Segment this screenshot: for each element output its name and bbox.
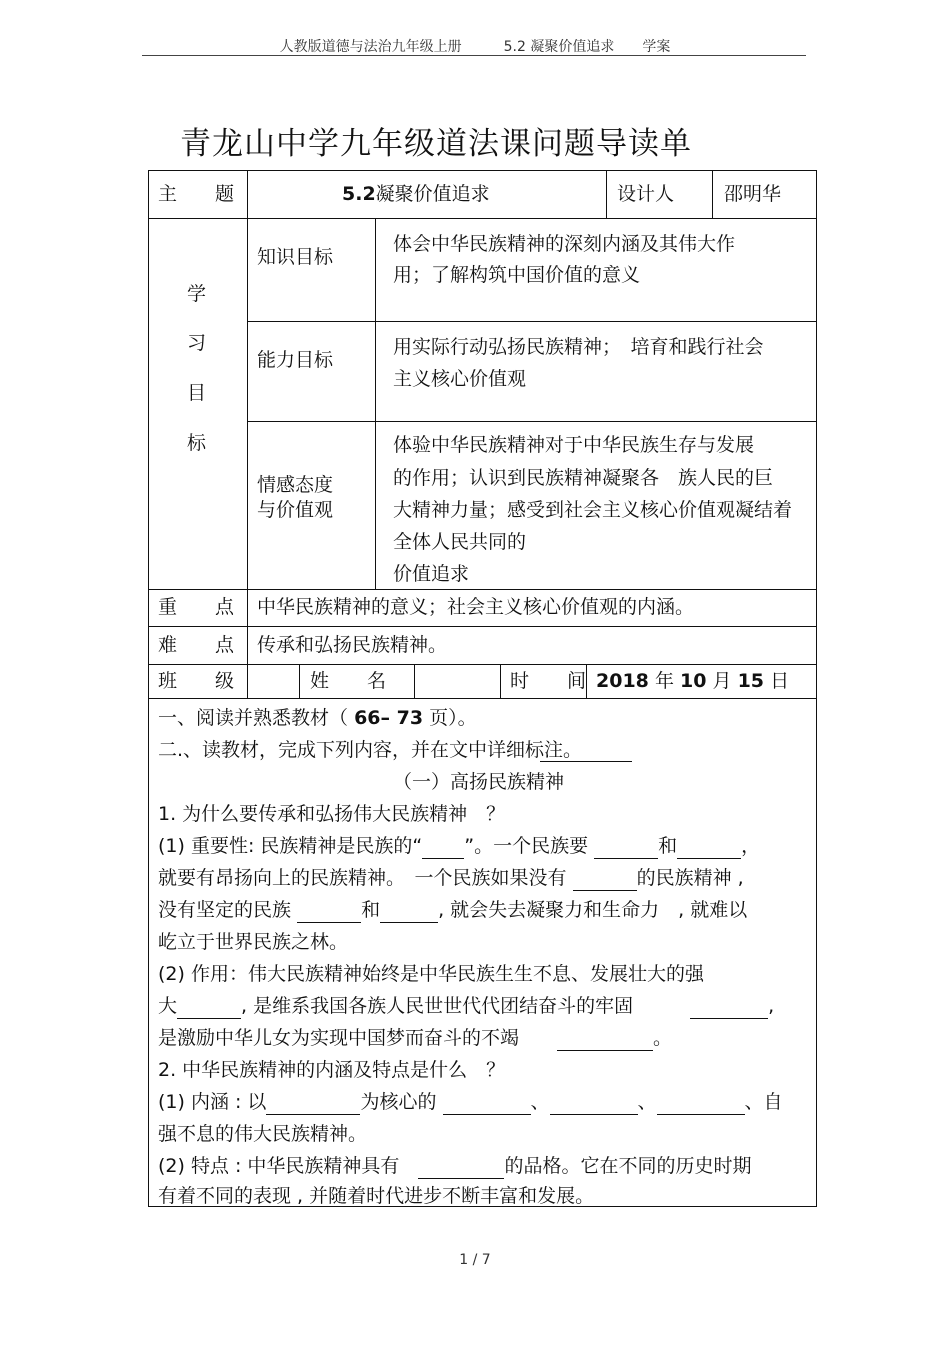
running-header bbox=[0, 36, 950, 56]
goals-label-1: 学 bbox=[187, 283, 207, 305]
attitude-goal-label-2: 与价值观 bbox=[257, 499, 334, 521]
q1-function-line-1: (2) 作用：伟大民族精神始终是中华民族生生不息、发展壮大的强 bbox=[158, 963, 704, 985]
q2-feature-line-1 bbox=[158, 1153, 751, 1179]
ability-goal-label: 能力目标 bbox=[257, 349, 334, 371]
designer-value: 邵明华 bbox=[724, 183, 782, 205]
date-day: 15 bbox=[737, 670, 765, 692]
attitude-goal-line-2: 的作用；认识到民族精神凝聚各 族人民的巨 bbox=[393, 467, 774, 489]
step-2-underline bbox=[540, 761, 632, 762]
date-day-unit: 日 bbox=[770, 670, 790, 692]
step-2 bbox=[158, 737, 582, 763]
q1-importance-line-4: 屹立于世界民族之林。 bbox=[158, 931, 349, 953]
name-label: 姓 名 bbox=[310, 670, 387, 692]
blank[interactable] bbox=[297, 903, 361, 923]
attitude-goal-line-1: 体验中华民族精神对于中华民族生存与发展 bbox=[393, 434, 755, 456]
q1-importance-text-f: 的民族精神 , bbox=[636, 867, 744, 889]
date-year-unit: 年 bbox=[654, 670, 674, 692]
blank[interactable] bbox=[594, 839, 658, 859]
date-value bbox=[596, 668, 789, 694]
date-year: 2018 bbox=[596, 670, 649, 692]
difficulty-value: 传承和弘扬民族精神。 bbox=[257, 634, 448, 656]
q2-connotation-line-2: 强不息的伟大民族精神。 bbox=[158, 1123, 368, 1145]
q1-function-text-c: , bbox=[768, 995, 775, 1017]
ability-goal-line-1: 用实际行动弘扬民族精神； 培育和践行社会 bbox=[393, 336, 764, 358]
q1-importance-line-3 bbox=[158, 897, 747, 923]
goals-label-3: 目 bbox=[187, 382, 207, 404]
step-1 bbox=[158, 705, 477, 731]
header-book: 人教版道德与法治九年级上册 bbox=[279, 39, 462, 55]
topic-value bbox=[342, 181, 490, 207]
blank[interactable] bbox=[266, 1095, 360, 1115]
section-title: （一）高扬民族精神 bbox=[393, 771, 565, 793]
knowledge-goal-label: 知识目标 bbox=[257, 246, 334, 268]
knowledge-goal-line-1: 体会中华民族精神的深刻内涵及其伟大作 bbox=[393, 233, 736, 255]
attitude-goal-label-1: 情感态度 bbox=[257, 474, 334, 496]
goals-label-4: 标 bbox=[187, 432, 207, 454]
attitude-goal-line-3: 大精神力量；感受到社会主义核心价值观凝结着 bbox=[393, 499, 793, 521]
q2-connotation-text-b: 为核心的 bbox=[360, 1091, 437, 1113]
q1-importance-text-g: 没有坚定的民族 bbox=[158, 899, 292, 921]
step-2-text: 二.、读教材，完成下列内容，并在文中详细标注。 bbox=[158, 739, 583, 761]
q2-connotation-text-e: 、自 bbox=[744, 1091, 783, 1113]
difficulty-label: 难 点 bbox=[158, 634, 235, 656]
q1-function-text-a: 大 bbox=[158, 995, 178, 1017]
blank[interactable] bbox=[573, 871, 637, 891]
topic-number: 5.2 bbox=[342, 183, 376, 205]
goals-label-2: 习 bbox=[187, 332, 207, 354]
q2-feature-text-b: 的品格。它在不同的历史时期 bbox=[504, 1155, 752, 1177]
blank[interactable] bbox=[690, 999, 768, 1019]
header-lesson: 5.2 凝聚价值追求 bbox=[503, 39, 615, 55]
q1-function-text-e: 。 bbox=[653, 1027, 673, 1049]
designer-label: 设计人 bbox=[617, 183, 675, 205]
knowledge-goal-line-2: 用；了解构筑中国价值的意义 bbox=[393, 264, 641, 286]
topic-label: 主 题 bbox=[158, 183, 235, 205]
q1-function-text-d: 是激励中华儿女为实现中国梦而奋斗的不竭 bbox=[158, 1027, 520, 1049]
attitude-goal-line-4: 全体人民共同的 bbox=[393, 531, 527, 553]
blank[interactable] bbox=[657, 1095, 745, 1115]
q2-connotation-text-d: 、 bbox=[637, 1091, 657, 1113]
blank[interactable] bbox=[557, 1031, 653, 1051]
q1-function-text-b: , 是维系我国各族人民世世代代团结奋斗的牢固 bbox=[241, 995, 634, 1017]
blank[interactable] bbox=[177, 999, 241, 1019]
q1-function-line-3 bbox=[158, 1025, 672, 1051]
key-point-value: 中华民族精神的意义；社会主义核心价值观的内涵。 bbox=[257, 596, 695, 618]
q1-importance-text-i: , 就会失去凝聚力和生命力 , 就难以 bbox=[438, 899, 748, 921]
topic-text: 凝聚价值追求 bbox=[375, 183, 490, 205]
blank[interactable] bbox=[443, 1095, 531, 1115]
blank[interactable] bbox=[550, 1095, 638, 1115]
step-1-pages: 66– 73 bbox=[354, 707, 424, 729]
blank[interactable] bbox=[677, 839, 741, 859]
class-label: 班 级 bbox=[158, 670, 235, 692]
question-1: 1. 为什么要传承和弘扬伟大民族精神 ？ bbox=[158, 803, 506, 825]
attitude-goal-line-5: 价值追求 bbox=[393, 563, 470, 585]
blank[interactable] bbox=[418, 1159, 504, 1179]
q1-importance-text-d: ， bbox=[741, 835, 761, 857]
key-point-label: 重 点 bbox=[158, 596, 235, 618]
q2-connotation-line-1 bbox=[158, 1089, 783, 1115]
q2-feature-text-a: (2) 特点 : 中华民族精神具有 bbox=[158, 1155, 400, 1177]
page-number: 1 / 7 bbox=[459, 1252, 491, 1268]
header-type: 学案 bbox=[642, 39, 671, 55]
q2-feature-line-2: 有着不同的表现 , 并随着时代进步不断丰富和发展。 bbox=[158, 1185, 595, 1207]
ability-goal-line-2: 主义核心价值观 bbox=[393, 368, 527, 390]
header-rule bbox=[142, 55, 806, 56]
q2-connotation-text-a: (1) 内涵 : 以 bbox=[158, 1091, 267, 1113]
step-1-end: 页）。 bbox=[429, 707, 477, 729]
q1-importance-text-e: 就要有昂扬向上的民族精神。 一个民族如果没有 bbox=[158, 867, 567, 889]
q2-connotation-text-c: 、 bbox=[530, 1091, 550, 1113]
q1-importance-text-b: ”。一个民族要 bbox=[464, 835, 589, 857]
date-month: 10 bbox=[680, 670, 707, 692]
step-1-text: 一、阅读并熟悉教材（ bbox=[158, 707, 349, 729]
q1-importance-text-a: (1) 重要性: 民族精神是民族的“ bbox=[158, 835, 423, 857]
q1-importance-line-1 bbox=[158, 833, 760, 859]
q1-importance-text-c: 和 bbox=[658, 835, 678, 857]
q1-importance-line-2 bbox=[158, 865, 744, 891]
time-label: 时 间 bbox=[510, 670, 587, 692]
blank[interactable] bbox=[380, 903, 438, 923]
page-title: 青龙山中学九年级道法课问题导读单 bbox=[180, 126, 692, 162]
q1-importance-text-h: 和 bbox=[361, 899, 381, 921]
date-month-unit: 月 bbox=[712, 670, 732, 692]
question-2: 2. 中华民族精神的内涵及特点是什么 ？ bbox=[158, 1059, 506, 1081]
q1-function-line-2 bbox=[158, 993, 774, 1019]
blank[interactable] bbox=[422, 839, 464, 859]
